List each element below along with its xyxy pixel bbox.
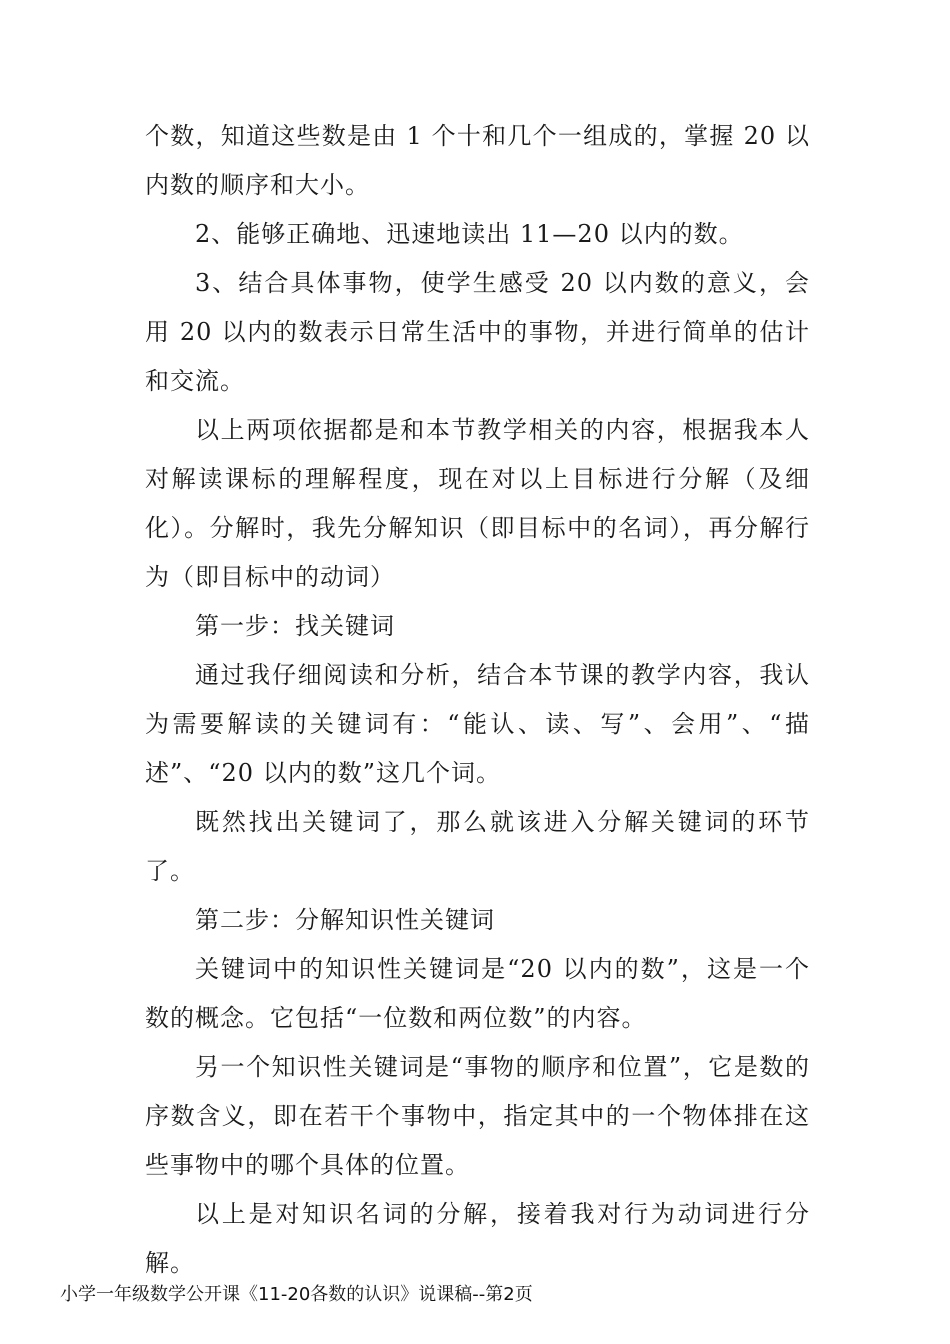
paragraph-transition: 既然找出关键词了，那么就该进入分解关键词的环节了。	[145, 808, 810, 885]
paragraph-continued: 个数，知道这些数是由 1 个十和几个一组成的，掌握 20 以内数的顺序和大小。	[145, 122, 810, 199]
document-body	[145, 112, 810, 1288]
paragraph-decomposition-intro: 以上两项依据都是和本节教学相关的内容，根据我本人对解读课标的理解程度，现在对以上目标进行分解（及细化）。分解时，我先分解知识（即目标中的名词），再分解行为（即目标中的动词）	[145, 416, 810, 591]
page-footer: 小学一年级数学公开课《11-20各数的认识》说课稿--第2页	[60, 1284, 533, 1305]
paragraph-goal-3: 3、结合具体事物，使学生感受 20 以内数的意义，会用 20 以内的数表示日常生活中的事物，并进行简单的估计和交流。	[145, 269, 810, 395]
paragraph-knowledge-keyword-1: 关键词中的知识性关键词是“20 以内的数”，这是一个数的概念。它包括“一位数和两位数”的内容。	[145, 955, 810, 1032]
paragraph-goal-2: 2、能够正确地、迅速地读出 11—20 以内的数。	[195, 220, 744, 248]
paragraph-keywords: 通过我仔细阅读和分析，结合本节课的教学内容，我认为需要解读的关键词有：“能认、读、写”、会用”、“描述”、“20 以内的数”这几个词。	[145, 661, 810, 787]
paragraph-knowledge-keyword-2: 另一个知识性关键词是“事物的顺序和位置”，它是数的序数含义，即在若干个事物中，指定其中的一个物体排在这些事物中的哪个具体的位置。	[145, 1053, 810, 1179]
paragraph-summary: 以上是对知识名词的分解，接着我对行为动词进行分解。	[145, 1200, 810, 1277]
heading-step-1: 第一步：找关键词	[195, 612, 395, 640]
heading-step-2: 第二步：分解知识性关键词	[195, 906, 495, 934]
